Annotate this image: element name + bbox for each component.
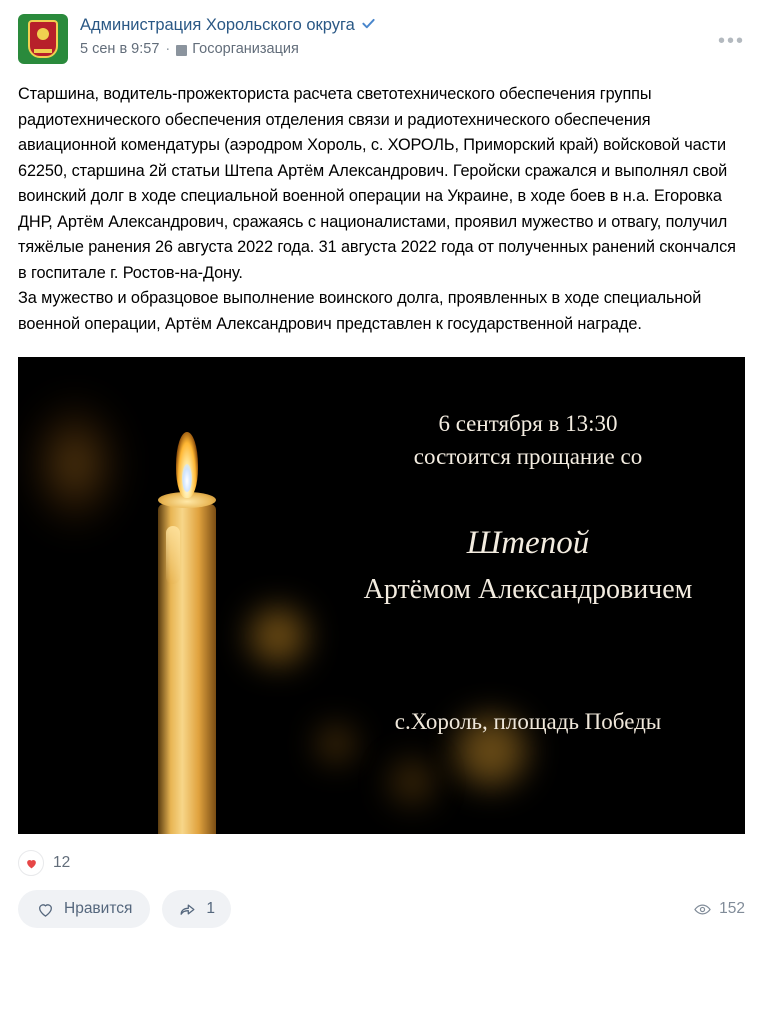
image-caption-line-2: состоится прощание со <box>413 444 643 469</box>
reaction-count: 12 <box>53 854 71 871</box>
post-header-text <box>80 14 376 58</box>
post-image[interactable] <box>18 357 745 834</box>
bokeh-light-1 <box>250 608 306 664</box>
share-arrow-icon <box>178 900 197 919</box>
eye-svg <box>693 900 712 919</box>
candle-icon <box>130 404 250 834</box>
post-text <box>18 82 745 337</box>
post-header <box>18 14 745 64</box>
share-arrow-svg <box>178 900 197 919</box>
share-count: 1 <box>206 900 216 917</box>
avatar[interactable] <box>18 14 68 64</box>
candle-flame-core <box>182 464 192 492</box>
post-date[interactable]: 5 сен в 9:57 <box>80 41 160 57</box>
image-caption-line-1: 6 сентября в 13:30 <box>438 411 618 436</box>
eye-icon <box>693 900 712 919</box>
author-row <box>80 15 376 35</box>
meta-separator: · <box>165 41 171 57</box>
heart-filled-svg <box>25 857 38 870</box>
heart-icon[interactable] <box>18 850 44 876</box>
post-text-paragraph-2: За мужество и образцовое выполнение воинского долга, проявленных в ходе специальной военной операции, Артём Александрович представлен к государственной награде. <box>18 289 702 333</box>
coat-of-arms-icon <box>28 20 58 58</box>
image-place: с.Хороль, площадь Победы <box>394 709 662 734</box>
image-name-line-1: Штепой <box>466 525 590 561</box>
heart-outline-icon <box>36 900 55 919</box>
image-name-line-2: Артёмом Александровичем <box>363 574 693 605</box>
views-counter <box>693 900 745 919</box>
post-footer <box>18 890 745 928</box>
post-text-paragraph-1: Старшина, водитель-прожекториста расчета светотехнического обеспечения группы радиотехнического обеспечения отделения связи и радиотехнического обеспечения авиационной комендатуры (аэродром Хороль, с. ХОРОЛЬ, Приморский край) войсковой части 62250, старшина 2й статьи Штепа Артём Александрович. Геройски сражался и выполнял свой воинский долг в ходе специальной военной операции на Украине, в ходе боев в н.а. Егоровка ДНР, Артём Александрович, сражаясь с националистами, проявил мужество и отвагу, получил тяжёлые ранения 26 августа 2022 года. 31 августа 2022 года от полученных ранений скончался в госпитале г. Ростов-на-Дону. <box>18 85 736 282</box>
verified-check-svg <box>361 16 376 31</box>
image-caption <box>328 407 728 609</box>
like-button-label: Нравится <box>64 900 133 917</box>
reactions-row <box>18 850 745 876</box>
candle-wax-drip <box>166 526 180 584</box>
bokeh-light-4 <box>390 760 434 804</box>
post-category: Госорганизация <box>192 41 299 57</box>
author-name[interactable]: Администрация Хорольского округа <box>80 16 355 34</box>
more-options-icon[interactable]: ••• <box>717 30 745 52</box>
verified-badge-icon <box>361 16 376 34</box>
organization-icon <box>176 45 187 56</box>
views-count: 152 <box>719 900 745 917</box>
candle-glow <box>24 394 126 534</box>
like-button[interactable] <box>18 890 150 928</box>
heart-outline-svg <box>36 900 55 919</box>
share-button[interactable] <box>162 890 231 928</box>
post-meta <box>80 40 376 58</box>
